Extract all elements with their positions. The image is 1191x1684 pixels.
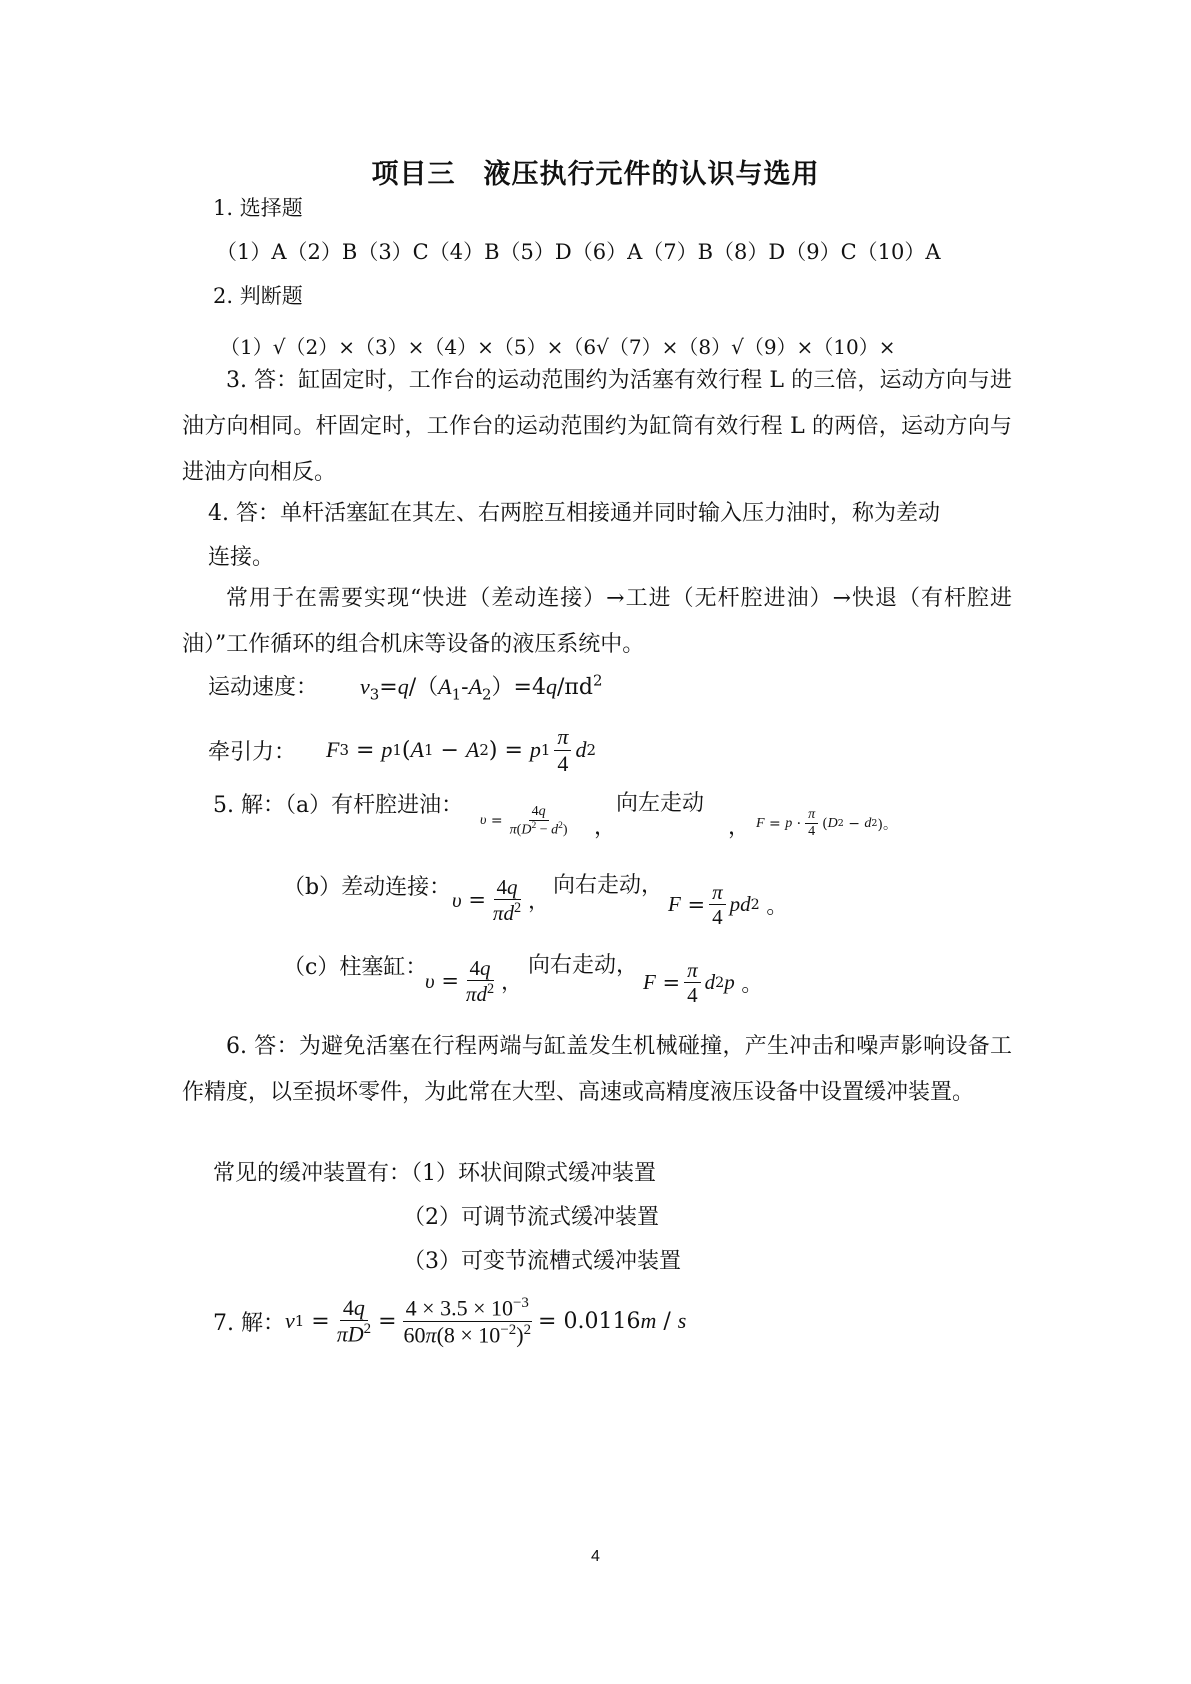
q7-solution-row xyxy=(213,1288,686,1354)
q7-label: 7. 解： xyxy=(213,1310,285,1336)
page-number: 4 xyxy=(591,1548,600,1565)
q6-paragraph: 6. 答：为避免活塞在行程两端与缸盖发生机械碰撞，产生冲击和噪声影响设备工作精度，以至损坏零件，为此常在大型、高速或高精度液压设备中设置缓冲装置。 xyxy=(182,1034,1012,1105)
title-part-1: 项目三 xyxy=(371,159,456,190)
q2-answers: （1）√（2）×（3）×（4）×（5）×（6√（7）×（8）√（9）×（10）× xyxy=(220,335,896,359)
q5-label: 5. 解：（a）有杆腔进油： xyxy=(213,793,464,818)
q7-formula: v 1 = $\frac{4q}{\pi D^2}$ = $\frac{4 \times 3.5 \times 10^{-3}}{60\pi(8 \times 10^{-2})^2}$ = 0.0116 m / s xyxy=(284,1294,687,1347)
q5b-velocity-formula: υ = $\frac{4q}{\pi d^2}$ ， xyxy=(452,875,550,926)
q1-answers: （1）A（2）B（3）C（4）B（5）D（6）A（7）B（8）D（9）C（10）A xyxy=(216,240,941,264)
q4-paragraph-line1: 4. 答：单杆活塞缸在其左、右两腔互相接通并同时输入压力油时，称为差动 xyxy=(208,501,940,526)
q5c-force-formula: F = $\frac{\pi}{4}$ d 2 p 。 xyxy=(643,958,763,1008)
force-formula-row xyxy=(208,720,596,780)
q5c-velocity-formula: υ = $\frac{4q}{\pi d^2}$ ， xyxy=(425,956,523,1007)
q5c-label: （c）柱塞缸： xyxy=(283,955,428,980)
q7-result: = 0.0116 xyxy=(538,1308,641,1334)
force-formula: F 3 = p 1 ( A 1 − A 2 ) = p 1 $\frac{\pi}{4}$ d 2 xyxy=(326,724,596,776)
title-part-2: 液压执行元件的认识与选用 xyxy=(483,159,820,190)
buffer-item-1: （1）环状间隙式缓冲装置 xyxy=(411,1161,657,1186)
speed-formula-row xyxy=(208,670,602,703)
q2-heading: 2. 判断题 xyxy=(213,284,303,308)
q5a-direction: 向左走动 xyxy=(616,791,705,816)
q5b-label: （b）差动连接： xyxy=(283,875,452,900)
q5a-force-formula: F = p · $\frac{\pi}{4}$ ( D 2 − d 2 )。 xyxy=(756,807,897,840)
q5b-force-formula: F = $\frac{\pi}{4}$ pd 2 。 xyxy=(668,880,788,930)
force-label: 牵引力： xyxy=(208,739,297,765)
q3-paragraph: 3. 答：缸固定时，工作台的运动范围约为活塞有效行程 L 的三倍，运动方向与进油方向相同。杆固定时，工作台的运动范围约为缸筒有效行程 L 的两倍，运动方向与进油方向相反。 xyxy=(182,368,1012,485)
speed-label: 运动速度： xyxy=(208,675,319,700)
buffer-item-2: （2）可调节流式缓冲装置 xyxy=(403,1205,659,1230)
buffer-item-3: （3）可变节流槽式缓冲装置 xyxy=(403,1249,681,1274)
q5b-direction: 向右走动， xyxy=(553,873,664,898)
q4-paragraph-line2: 连接。 xyxy=(208,545,275,570)
q4-usage-paragraph: 常用于在需要实现“快进（差动连接）→工进（无杆腔进油）→快退（有杆腔进油）”工作循环的组合机床等设备的液压系统中。 xyxy=(182,586,1012,657)
q5c-direction: 向右走动， xyxy=(528,953,639,978)
q5a-velocity-formula: υ = $\frac{4q}{\pi(D^2 - d^2)}$ xyxy=(480,804,568,838)
page-title xyxy=(0,152,1191,191)
q1-heading: 1. 选择题 xyxy=(213,196,303,220)
speed-formula: $v_3=q/(A_1-A_2)=4q/\pi d^2$ xyxy=(360,671,603,704)
buffer-list-intro: 常见的缓冲装置有：（1）环状间隙式缓冲装置 xyxy=(213,1161,657,1186)
